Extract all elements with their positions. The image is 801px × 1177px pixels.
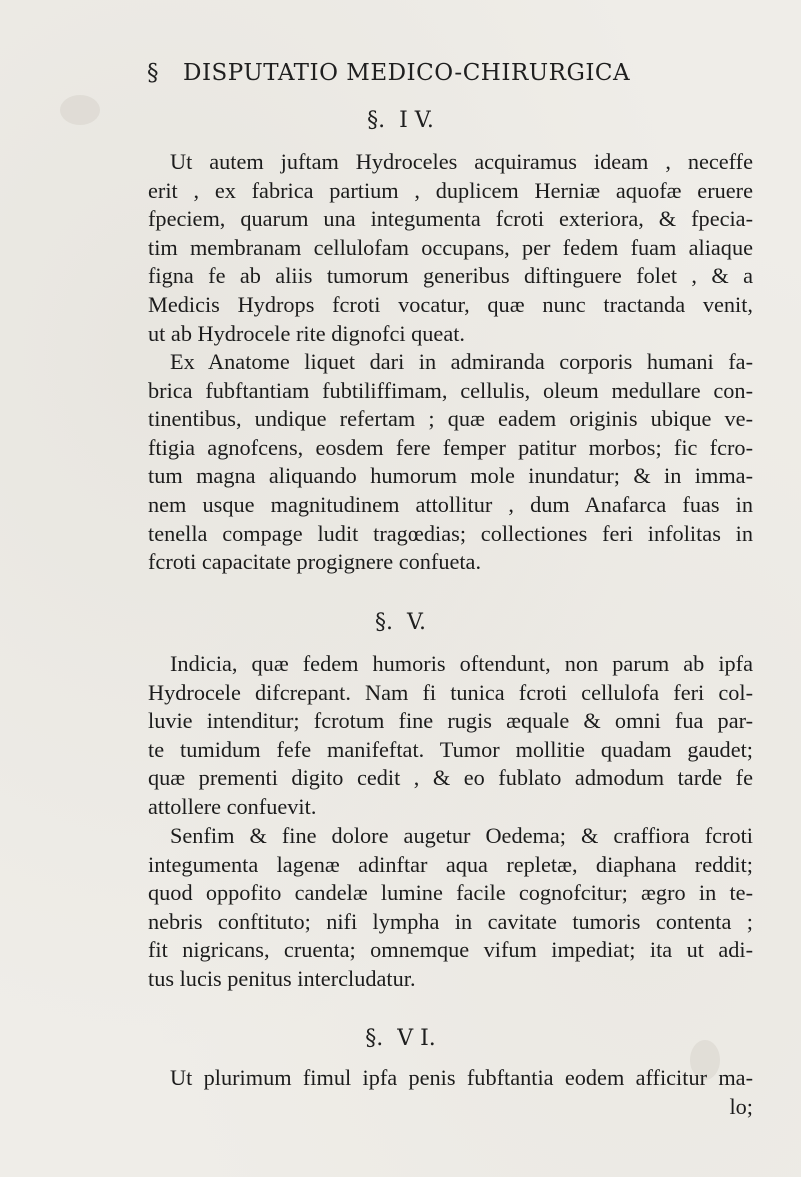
text-line: Medicis Hydrops fcroti vocatur, quæ nunc tractanda venit, — [148, 291, 753, 317]
running-head-mark: § — [147, 60, 159, 86]
section-heading-vi: §. V I. — [365, 1026, 436, 1051]
text-line: integumenta lagenæ adinftar aqua repletæ, diaphana reddit; — [148, 851, 753, 877]
text-line: Ut autem juftam Hydroceles acquiramus ideam , neceffe — [170, 149, 753, 174]
text-line: Hydrocele difcrepant. Nam fi tunica fcroti cellulofa feri col- — [148, 679, 753, 705]
text-line: ftigia agnofcens, eosdem fere femper patitur morbos; fic fcro- — [148, 434, 753, 460]
text-line: fit nigricans, cruenta; omnemque vifum impediat; ita ut adi- — [148, 937, 753, 963]
running-head — [147, 60, 747, 86]
section-iv-paragraph-2 — [148, 348, 753, 577]
text-line: luvie intenditur; fcrotum fine rugis æquale & omni fua par- — [148, 708, 753, 734]
text-line: tenella compage ludit tragœdias; collectiones feri infolitas in — [148, 520, 753, 546]
text-line: figna fe ab aliis tumorum generibus diftinguere folet , & a — [148, 263, 753, 289]
text-line: quæ prementi digito cedit , & eo fublato admodum tarde fe — [148, 765, 753, 791]
text-line: te tumidum fefe manifeftat. Tumor mollitie quadam gaudet; — [148, 736, 753, 762]
section-heading-v: §. V. — [374, 610, 426, 635]
text-line: attollere confuevit. — [148, 793, 317, 819]
text-line: nebris conftituto; nifi lympha in cavitate tumoris contenta ; — [148, 908, 753, 934]
text-line: Ut plurimum fimul ipfa penis fubftantia eodem afficitur ma- — [170, 1065, 753, 1090]
text-line: Senfim & fine dolore augetur Oedema; & craffiora fcroti — [170, 823, 753, 848]
section-vi-paragraph-1 — [148, 1064, 753, 1121]
section-iv-paragraph-1 — [148, 148, 753, 348]
text-line: Indicia, quæ fedem humoris oftendunt, non parum ab ipfa — [170, 651, 753, 676]
running-head-title: DISPUTATIO MEDICO-CHIRURGICA — [183, 60, 631, 86]
text-line: Ex Anatome liquet dari in admiranda corporis humani fa- — [170, 349, 753, 374]
text-line: nem usque magnitudinem attollitur , dum Anafarca fuas in — [148, 491, 753, 517]
text-line: tim membranam cellulofam occupans, per fedem fuam aliaque — [148, 234, 753, 260]
text-line: fpeciem, quarum una integumenta fcroti exteriora, & fpecia- — [148, 206, 753, 232]
text-line: quod oppofito candelæ lumine facile cognofcitur; ægro in te- — [148, 880, 753, 906]
text-line: fcroti capacitate progignere confueta. — [148, 549, 482, 575]
section-heading-iv: §. I V. — [367, 108, 434, 133]
section-v-paragraph-1 — [148, 650, 753, 822]
text-line: brica fubftantiam fubtiliffimam, cellulis, oleum medullare con- — [148, 377, 753, 403]
text-line: tum magna aliquando humorum mole inundatur; & in imma- — [148, 463, 753, 489]
text-line: tus lucis penitus intercludatur. — [148, 965, 416, 991]
text-line: tinentibus, undique refertam ; quæ eadem originis ubique ve- — [148, 406, 753, 432]
text-line: ut ab Hydrocele rite dignofci queat. — [148, 320, 465, 346]
section-v-paragraph-2 — [148, 822, 753, 994]
text-line: lo; — [729, 1093, 753, 1119]
text-line: erit , ex fabrica partium , duplicem Herniæ aquofæ eruere — [148, 177, 753, 203]
